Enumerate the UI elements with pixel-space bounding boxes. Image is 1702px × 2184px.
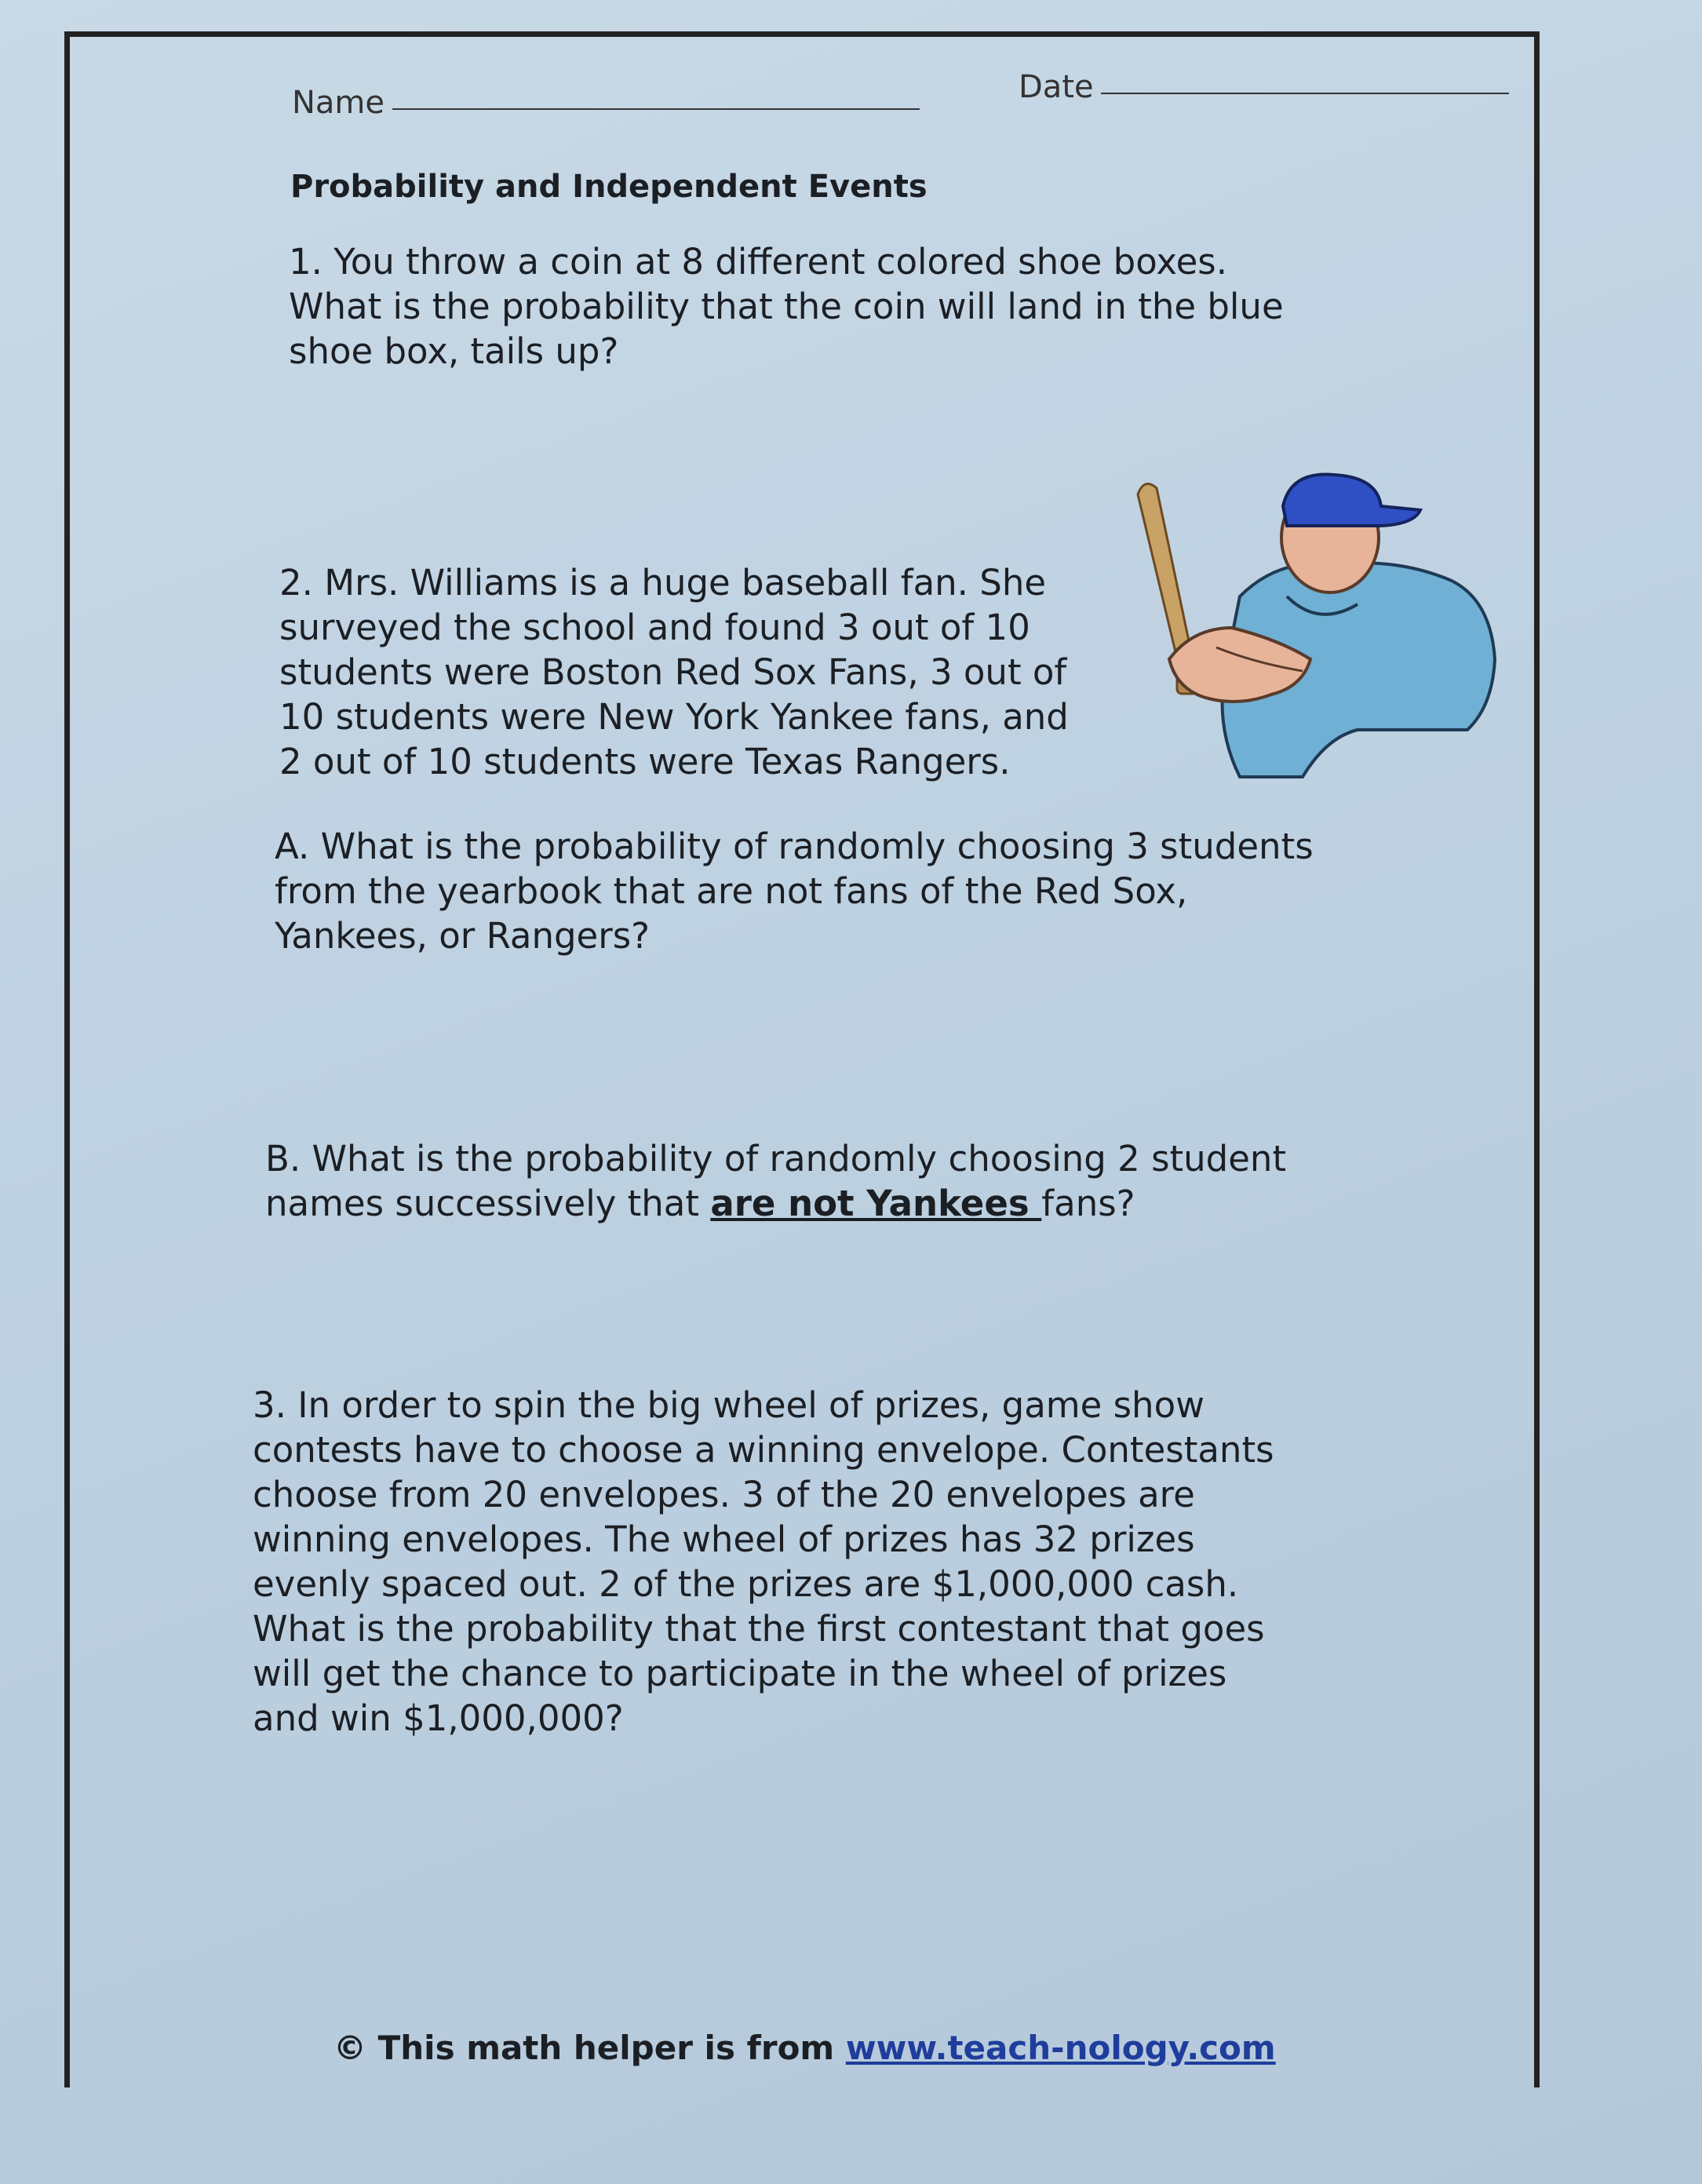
question-line: 2 out of 10 students were Texas Rangers. xyxy=(279,741,1011,782)
question-line: A. What is the probability of randomly choosing 3 students xyxy=(275,826,1314,867)
question-line: contests have to choose a winning envelope. Contestants xyxy=(253,1429,1274,1471)
date-line xyxy=(1101,93,1509,94)
question-3 xyxy=(253,1383,1587,1741)
question-line: B. What is the probability of randomly choosing 2 student xyxy=(265,1138,1287,1180)
website-link[interactable]: www.teach-nology.com xyxy=(845,2029,1276,2067)
question-2b xyxy=(265,1136,1599,1226)
question-line: surveyed the school and found 3 out of 10 xyxy=(279,607,1030,648)
question-line: choose from 20 envelopes. 3 of the 20 envelopes are xyxy=(253,1474,1195,1515)
question-line: winning envelopes. The wheel of prizes has 32 prizes xyxy=(253,1519,1195,1560)
question-2 xyxy=(279,560,1237,784)
batter-icon xyxy=(1169,475,1495,778)
name-label: Name xyxy=(292,85,385,121)
question-2a xyxy=(275,824,1609,958)
worksheet-title: Probability and Independent Events xyxy=(290,169,928,205)
footer-text: © This math helper is from xyxy=(333,2029,846,2067)
question-line: 2. Mrs. Williams is a huge baseball fan. She xyxy=(279,562,1047,603)
question-line: from the yearbook that are not fans of the Red Sox, xyxy=(275,870,1188,912)
baseball-player-illustration xyxy=(1122,471,1514,793)
footer-credit xyxy=(333,2029,1276,2067)
question-line: evenly spaced out. 2 of the prizes are $1,000,000 cash. xyxy=(253,1563,1239,1605)
question-line xyxy=(265,1181,1599,1226)
question-line: students were Boston Red Sox Fans, 3 out of xyxy=(279,651,1067,693)
question-line: will get the chance to participate in the wheel of prizes xyxy=(253,1653,1227,1694)
question-line: 10 students were New York Yankee fans, and xyxy=(279,696,1069,738)
question-text: fans? xyxy=(1041,1183,1135,1224)
emphasis-text: are not Yankees xyxy=(710,1183,1042,1224)
question-line: and win $1,000,000? xyxy=(253,1697,624,1739)
name-line xyxy=(392,108,920,110)
question-line: 1. You throw a coin at 8 different colored shoe boxes. xyxy=(289,241,1228,283)
question-line: What is the probability that the first contestant that goes xyxy=(253,1608,1265,1650)
question-line: 3. In order to spin the big wheel of prizes, game show xyxy=(253,1384,1205,1426)
date-label: Date xyxy=(1019,69,1094,105)
question-line: Yankees, or Rangers? xyxy=(275,915,651,957)
question-line: What is the probability that the coin will land in the blue xyxy=(289,286,1284,327)
question-text: names successively that xyxy=(265,1183,711,1224)
question-1 xyxy=(289,239,1623,374)
question-line: shoe box, tails up? xyxy=(289,330,619,372)
